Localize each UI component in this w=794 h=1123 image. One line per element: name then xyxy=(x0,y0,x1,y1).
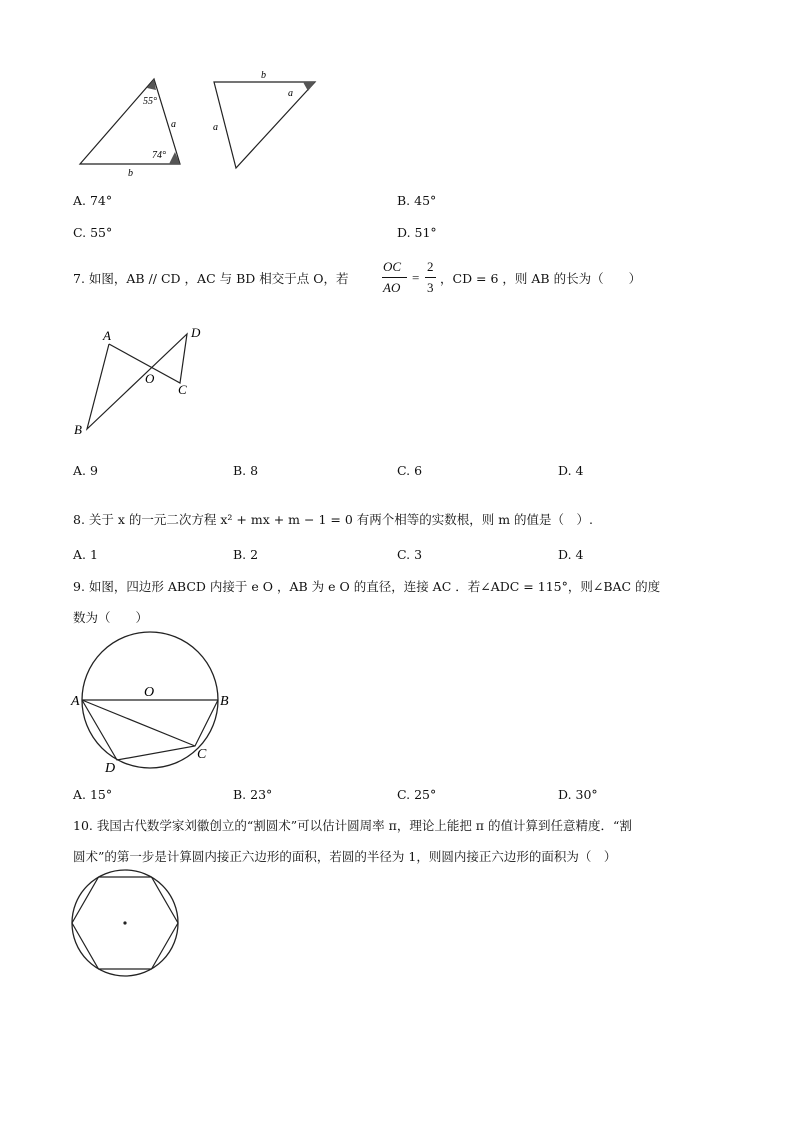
q10-stem-line1: 10. 我国古代数学家刘徽创立的“割圆术”可以估计圆周率 π，理论上能把 π 的值计算到任意精度．“割 xyxy=(73,818,632,833)
q9-chord-ac xyxy=(82,700,195,746)
q7-ratio-den: 3 xyxy=(427,280,434,295)
q7-eq: = xyxy=(412,270,420,285)
q7-label-a: A xyxy=(103,328,111,343)
q7-frac-den: AO xyxy=(383,280,401,295)
q6-option-a[interactable]: A. 74° xyxy=(73,193,113,208)
q7-stem-post: ，CD = 6 ，则 AB 的长为（ ） xyxy=(440,271,642,286)
q7-label-b: B xyxy=(74,422,82,437)
q9-label-o: O xyxy=(144,685,155,700)
q9-figure xyxy=(68,628,238,778)
q9-label-d: D xyxy=(105,761,116,776)
q9-stem-line1: 9. 如图，四边形 ABCD 内接于 e O ，AB 为 e O 的直径，连接 AC ．若∠ADC = 115°，则∠BAC 的度 xyxy=(73,579,661,594)
q8-stem: 8. 关于 x 的一元二次方程 x² + mx + m − 1 = 0 有两个相等的实数根，则 m 的值是（ ）. xyxy=(73,512,594,527)
q10-figure xyxy=(68,871,188,981)
q9-option-c[interactable]: C. 25° xyxy=(397,787,437,802)
angle-label-top: 55° xyxy=(143,96,157,107)
q6-option-c[interactable]: C. 55° xyxy=(73,225,113,240)
angle-label-a2: a xyxy=(288,88,293,99)
side-label-b: b xyxy=(128,168,133,179)
q9-label-c: C xyxy=(197,747,207,762)
q6-option-b[interactable]: B. 45° xyxy=(397,193,437,208)
q9-stem-line2: 数为（ ） xyxy=(73,610,149,625)
q7-segment-lines xyxy=(87,334,187,429)
q9-label-b: B xyxy=(220,694,229,709)
angle-label-right: 74° xyxy=(152,150,166,161)
q7-option-c[interactable]: C. 6 xyxy=(397,463,423,478)
q6-triangle-figure-2 xyxy=(205,70,325,180)
q7-option-d[interactable]: D. 4 xyxy=(558,463,584,478)
q7-label-d: D xyxy=(191,325,201,340)
side-label-a2: a xyxy=(213,122,218,133)
q7-ratio-bar xyxy=(425,277,436,278)
q8-option-d[interactable]: D. 4 xyxy=(558,547,584,562)
q8-option-b[interactable]: B. 2 xyxy=(233,547,259,562)
q9-label-a: A xyxy=(71,694,80,709)
q7-ratio-num: 2 xyxy=(427,259,434,274)
q7-option-a[interactable]: A. 9 xyxy=(73,463,98,478)
angle-mark-a xyxy=(303,82,315,91)
q6-option-d[interactable]: D. 51° xyxy=(397,225,437,240)
q9-option-a[interactable]: A. 15° xyxy=(73,787,113,802)
q7-frac-bar xyxy=(382,277,407,278)
q7-figure xyxy=(70,322,220,437)
q7-frac-num: OC xyxy=(383,259,402,274)
side-label-b2: b xyxy=(261,70,266,81)
q8-option-c[interactable]: C. 3 xyxy=(397,547,423,562)
q10-stem-line2: 圆术”的第一步是计算圆内接正六边形的面积，若圆的半径为 1，则圆内接正六边形的面积为（ ） xyxy=(73,849,617,864)
side-label-a: a xyxy=(171,119,176,130)
q7-option-b[interactable]: B. 8 xyxy=(233,463,259,478)
q9-option-d[interactable]: D. 30° xyxy=(558,787,598,802)
q7-label-c: C xyxy=(178,382,187,397)
q7-label-o: O xyxy=(145,371,155,386)
q8-option-a[interactable]: A. 1 xyxy=(73,547,98,562)
q6-triangle-figure-1 xyxy=(75,72,195,182)
triangle-2 xyxy=(214,82,315,168)
q9-option-b[interactable]: B. 23° xyxy=(233,787,273,802)
q10-center-dot xyxy=(123,921,126,924)
q7-stem-pre: 7. 如图，AB // CD ，AC 与 BD 相交于点 O，若 xyxy=(73,271,349,286)
